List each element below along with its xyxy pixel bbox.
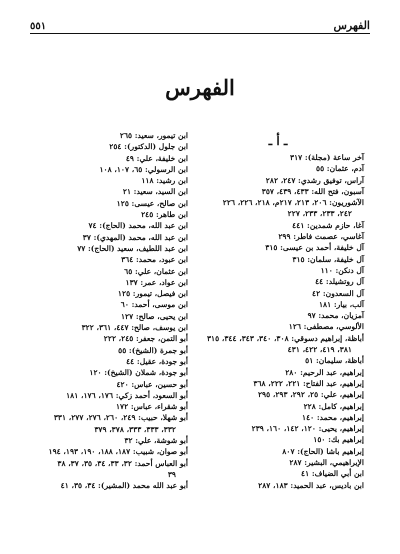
index-entry-continuation: ٣٨١، ٤١٩، ٤٢٢، ٤٣١	[287, 345, 352, 355]
index-entry: أباظة، سليمان: ٥١	[305, 356, 364, 366]
index-entry: ابن أبي الضياف: ٤١	[301, 469, 364, 479]
index-entry: أبو العباس أحمد: ٣٢، ٣٣، ٣٤، ٣٥، ٣٧، ٣٨	[57, 458, 188, 468]
index-entry: ابن السيد، سعيد: ٢١	[122, 187, 188, 197]
index-entry: ابن جلول (الدكتور): ٢٥٤	[109, 142, 188, 152]
index-entry: آدم، عثمان: ٥٥	[315, 164, 364, 174]
header-rule	[30, 33, 370, 34]
index-entry: ابن الرسولي: ٦٥، ١٠٧، ١٠٨	[99, 164, 188, 174]
index-entry: ابن يحيى، صالح: ١٢٧	[120, 311, 188, 321]
page-title: الفهرس	[165, 75, 235, 100]
index-entry: أبو شهلا، حبيب: ٢٤٩، ٢٦٠، ٢٧٦، ٢٧٧، ٣٣١	[53, 413, 188, 423]
index-entry: ابن يوسف، صالح: ٤٤٧، ٣٦١، ٣٢٢	[81, 323, 188, 333]
index-entry: أبو جمرة (الشيخ): ٥٥	[118, 345, 188, 355]
index-entry: ابن عواد، عمر: ١٣٧	[125, 277, 188, 287]
index-entry: أبو حسين، عباس: ٤٢٠	[116, 379, 188, 389]
index-entry: ابن رشيد: ١١٨	[141, 176, 188, 186]
running-header	[30, 14, 370, 32]
index-entry: إبراهيم، محمد: ١٤٠	[301, 412, 364, 422]
index-entry: إبراهيم، كامل: ٢٢٨	[303, 401, 364, 411]
running-header-title: الفهرس	[333, 19, 370, 32]
index-entry-continuation: ٣٩	[167, 469, 176, 479]
index-entry: ابن موسى، أحمد: ٦٠	[120, 300, 188, 310]
index-entry: أباظة، إبراهيم دسوقي: ٣٠٨، ٣٤٠، ٣٤٣، ٣٤٤، ٣١٥	[206, 333, 364, 343]
index-entry: ابن خليفة، علي: ٤٩	[125, 153, 188, 163]
index-entry: آل خليفة، أحمد بن عيسى: ٣١٥	[265, 243, 364, 253]
index-entry: آل روتشيلد: ٤٤	[315, 277, 364, 287]
index-entry: آخر ساعة (مجلة): ٣١٧	[290, 153, 364, 162]
index-entry: آلب، بيار: ١٨١	[318, 299, 364, 309]
index-entry: إبراهيم باشا (الحاج): ٨٠٧	[282, 446, 364, 456]
index-entry: آل خليفة، سلمان: ٣١٥	[292, 254, 364, 264]
index-entry: أبو التمن، جعفر: ٢٤٥، ٢٢٢	[103, 334, 188, 344]
index-entry: ابن عبود، محمد: ٣٦٤	[121, 255, 188, 265]
index-entry: آغا، حازم شمدين: ٤٤١	[292, 220, 364, 230]
index-entry-continuation: ٣٣٢، ٣٣٣، ٣٣٣، ٣٧٨، ٣٧٩	[94, 424, 176, 434]
index-entry: آراس، توفيق رشدي: ٢٤٧، ٢٨٢	[265, 175, 364, 185]
index-entry: أبو جودة، عقيل: ٤٤	[126, 356, 188, 366]
index-entry: ابن صالح، عيسى: ١٢٥	[116, 198, 188, 208]
index-entry: إبراهيم، علي: ٢٥، ٢٩٢، ٢٩٣، ٢٩٥	[257, 390, 364, 400]
index-entry: آل دنكن: ١١٠	[320, 265, 364, 275]
index-entry: أبو شقراء، عباس: ١٧٢	[115, 402, 188, 412]
index-entry-continuation: ٢٤٢، ٢٣٣، ٢٣٣، ٢٢٧	[287, 209, 352, 219]
index-entry: ابن طاهر: ٢٤٥	[141, 210, 188, 220]
index-entry: آغاسي، عصمت فاطر: ٢٩٩	[278, 232, 364, 242]
index-entry: إبراهيم بك: ١٥٠	[313, 435, 364, 445]
index-entry: ابن باديس، عبد الحميد: ١٨٣، ٢٨٧	[258, 480, 364, 490]
index-section-letter: ـ أ ـ	[268, 134, 288, 148]
index-entry: الألوسي، مصطفى: ١٢٦	[288, 322, 364, 332]
index-entry: آمزيان، محمد: ٩٧	[307, 311, 364, 321]
index-entry: أبو صوان، شبيب: ١٨٧، ١٨٨، ١٩٠، ١٩٣، ١٩٤	[48, 447, 188, 457]
index-entry: أبو جودة، شملان (الشيخ): ١٢٠	[89, 368, 188, 378]
index-column-left	[28, 130, 188, 492]
index-entry: آسبون، فتح الله: ٤٣٣، ٤٣٩، ٣٥٧	[261, 186, 364, 196]
index-column-right	[192, 130, 364, 491]
index-entry: أبو السعود، أحمد زكي: ١٧٦، ١٧٦، ١٨١	[66, 390, 188, 400]
index-entry: آل السعدون: ٤٢	[312, 288, 364, 298]
index-entry: إبراهيم، يحيى: ١٢٠، ١٤٢، ١٦٠، ٢٣٩	[251, 424, 364, 434]
index-entry: ابن عبد اللطيف، سعيد (الحاج): ٧٧	[77, 243, 188, 253]
index-entry: إبراهيم، عبد الفتاح: ٢٢١، ٢٢٢، ٣٦٨	[253, 378, 364, 388]
index-entry: إبراهيم، عبد الرحيم: ٢٨٠	[285, 367, 364, 377]
index-entry: ابن فيصل، تيمور: ١٢٥	[117, 289, 188, 299]
index-entry: الآشوريون: ٢٠٦، ٢١٣، ٢١٧م، ٢١٨، ٢٢٦، ٢٢٦	[222, 198, 364, 208]
page-number: ٥٥١	[30, 21, 47, 32]
index-entry: ابن عثمان، علي: ٦٥	[124, 266, 188, 276]
index-entry: ابن تيمور، سعيد: ٢٦٥	[119, 131, 188, 140]
index-entry: ابن عبد الله، محمد (الحاج): ٧٤	[88, 221, 188, 231]
index-entry: أبو عبد الله محمد (المشير): ٣٤، ٣٥، ٤١	[60, 481, 188, 491]
index-entry: الإبراهيمي، البشير: ٢٨٧	[289, 458, 364, 468]
index-entry: أبو شوشة، علي: ٣٢	[124, 436, 188, 446]
index-entry: ابن عبد الله، محمد (المهدي): ٣٧	[82, 232, 188, 242]
